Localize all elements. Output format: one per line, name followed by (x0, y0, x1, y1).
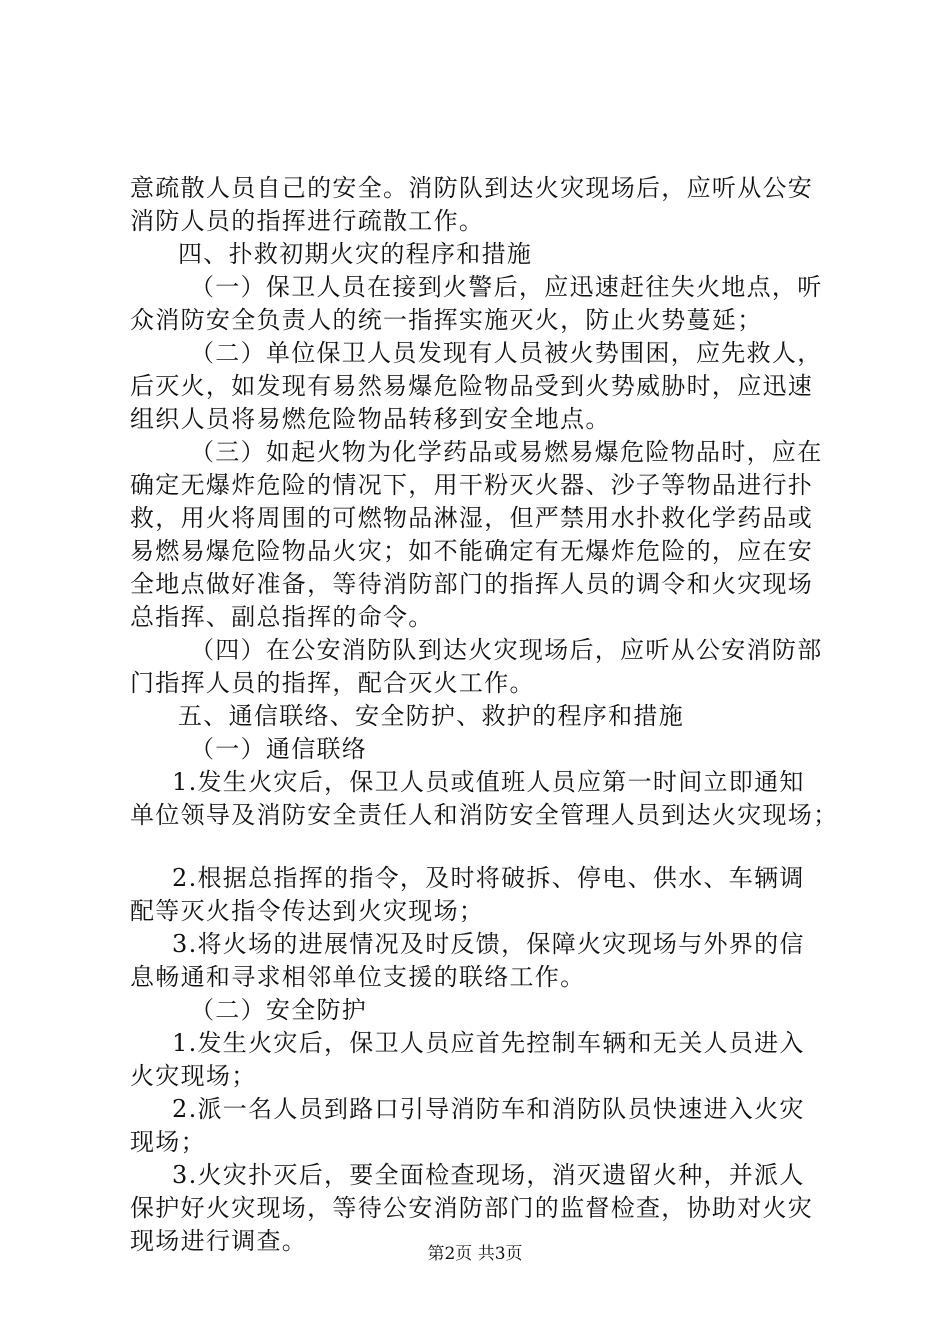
paragraph-line: （一）保卫人员在接到火警后，应迅速赶往失火地点，听 (190, 273, 823, 301)
paragraph-line: 组织人员将易燃危险物品转移到安全地点。 (130, 405, 611, 433)
paragraph-line: 息畅通和寻求相邻单位支援的联络工作。 (130, 963, 586, 991)
paragraph-line: 确定无爆炸危险的情况下，用干粉灭火器、沙子等物品进行扑 (130, 471, 814, 499)
blank-line (130, 832, 830, 862)
paragraph-line: 配等灭火指令传达到火灾现场； (130, 897, 485, 925)
paragraph-line: 2.派一名人员到路口引导消防车和消防队员快速进入火灾 (172, 1095, 805, 1123)
paragraph-line: 易燃易爆危险物品火灾；如不能确定有无爆炸危险的，应在安 (130, 537, 814, 565)
paragraph-line: 门指挥人员的指挥，配合灭火工作。 (130, 669, 535, 697)
paragraph-line: 3.火灾扑灭后，要全面检查现场，消灭遗留火种，并派人 (172, 1161, 805, 1189)
paragraph-line: 众消防安全负责人的统一指挥实施灭火，防止火势蔓延； (130, 306, 763, 334)
paragraph-line: 救，用火将周围的可燃物品淋湿，但严禁用水扑救化学药品或 (130, 504, 814, 532)
paragraph-line: 1.发生火灾后，保卫人员或值班人员应第一时间立即通知 (172, 768, 805, 796)
section-heading: 四、扑救初期火灾的程序和措施 (178, 240, 533, 268)
paragraph-line: 现场； (130, 1128, 206, 1156)
document-body (130, 172, 839, 1258)
page-number-footer: 第2页 共3页 (427, 1244, 523, 1264)
paragraph-line: （四）在公安消防队到达火灾现场后，应听从公安消防部 (190, 636, 823, 664)
paragraph-line: （三）如起火物为化学药品或易燃易爆危险物品时，应在 (190, 438, 823, 466)
paragraph-line: 现场进行调查。 (130, 1227, 308, 1255)
paragraph-line: 意疏散人员自己的安全。消防队到达火灾现场后，应听从公安 (130, 174, 814, 202)
paragraph-line: （二）单位保卫人员发现有人员被火势围困，应先救人， (190, 339, 823, 367)
subsection-heading: （一）通信联络 (190, 735, 368, 763)
paragraph-line: 消防人员的指挥进行疏散工作。 (130, 207, 485, 235)
paragraph-line: 后灭火，如发现有易然易爆危险物品受到火势威胁时，应迅速 (130, 372, 814, 400)
paragraph-line: 单位领导及消防安全责任人和消防安全管理人员到达火灾现场； (130, 801, 839, 829)
paragraph-line: 2.根据总指挥的指令，及时将破拆、停电、供水、车辆调 (172, 864, 805, 892)
paragraph-line: 保护好火灾现场，等待公安消防部门的监督检查，协助对火灾 (130, 1194, 814, 1222)
paragraph-line: 火灾现场； (130, 1062, 257, 1090)
section-heading: 五、通信联络、安全防护、救护的程序和措施 (178, 702, 684, 730)
paragraph-line: 总指挥、副总指挥的命令。 (130, 603, 434, 631)
paragraph-line: 1.发生火灾后，保卫人员应首先控制车辆和无关人员进入 (172, 1029, 805, 1057)
subsection-heading: （二）安全防护 (190, 996, 368, 1024)
paragraph-line: 3.将火场的进展情况及时反馈，保障火灾现场与外界的信 (172, 930, 805, 958)
paragraph-line: 全地点做好准备，等待消防部门的指挥人员的调令和火灾现场 (130, 570, 814, 598)
